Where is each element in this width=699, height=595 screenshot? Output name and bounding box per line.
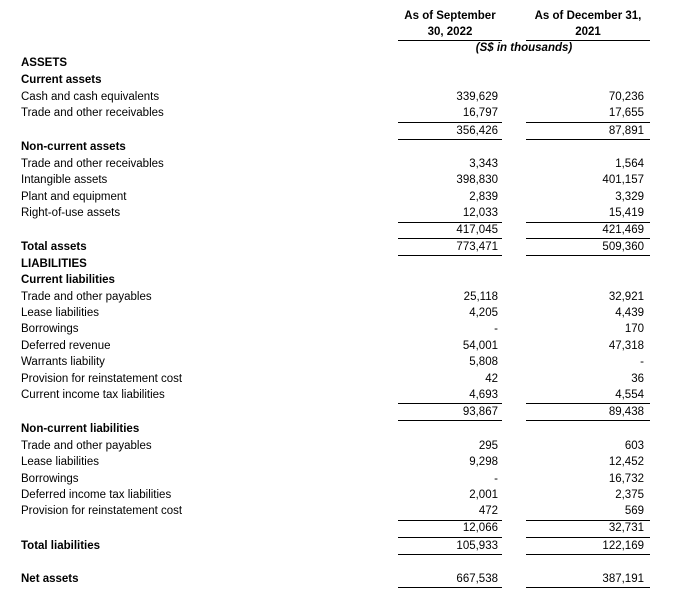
table-row: [0, 205, 699, 221]
column-header-line: 2021: [575, 26, 601, 38]
subsection-heading-current-liabilities: [0, 272, 699, 288]
value-2022: 16,797: [462, 107, 498, 119]
subtotal-row: [0, 222, 699, 238]
value-2021: 70,236: [608, 91, 644, 103]
subtotal-row: [0, 520, 699, 536]
value-2021: 87,891: [608, 125, 644, 137]
value-2021: 569: [624, 505, 644, 517]
row-label: Total liabilities: [21, 540, 101, 552]
value-2022: 356,426: [456, 125, 498, 137]
row-label: Trade and other receivables: [21, 158, 164, 170]
row-label: Deferred income tax liabilities: [21, 489, 172, 501]
table-row: [0, 371, 699, 387]
value-2022: 54,001: [462, 340, 498, 352]
row-label: Lease liabilities: [21, 307, 99, 319]
row-label: Current income tax liabilities: [21, 389, 165, 401]
row-label: Right-of-use assets: [21, 207, 121, 219]
row-label: Intangible assets: [21, 174, 108, 186]
row-label: Borrowings: [21, 473, 79, 485]
value-2022: 4,205: [469, 307, 498, 319]
row-label: Lease liabilities: [21, 456, 99, 468]
table-row: [0, 105, 699, 121]
column-header-line: As of September: [404, 10, 496, 22]
row-label: Borrowings: [21, 323, 79, 335]
value-2021: 32,731: [608, 522, 644, 534]
table-row: [0, 487, 699, 503]
table-row: [0, 471, 699, 487]
row-label: ASSETS: [21, 57, 68, 69]
total-liabilities-row: [0, 538, 699, 554]
value-2022: 472: [478, 505, 498, 517]
table-row: [0, 503, 699, 519]
table-row: [0, 338, 699, 354]
value-2021: 387,191: [602, 573, 644, 585]
value-2021: 2,375: [615, 489, 644, 501]
value-2021: 1,564: [615, 158, 644, 170]
value-2021: 16,732: [608, 473, 644, 485]
value-2021: 89,438: [608, 406, 644, 418]
table-row: [0, 172, 699, 188]
table-row: [0, 89, 699, 105]
value-2021: 509,360: [602, 241, 644, 253]
value-2021: 170: [624, 323, 644, 335]
value-2022: 12,033: [462, 207, 498, 219]
column-header-line: 30, 2022: [427, 26, 473, 38]
value-2022: 2,001: [469, 489, 498, 501]
value-2021: 32,921: [608, 291, 644, 303]
value-2022: 4,693: [469, 389, 498, 401]
row-label: Warrants liability: [21, 356, 105, 368]
value-2021: -: [640, 356, 644, 368]
column-header-sep-2022: [398, 8, 502, 40]
value-2022: 398,830: [456, 174, 498, 186]
value-2021: 15,419: [608, 207, 644, 219]
value-2022: 3,343: [469, 158, 498, 170]
row-label: Provision for reinstatement cost: [21, 373, 183, 385]
value-2021: 36: [631, 373, 644, 385]
value-2022: 417,045: [456, 224, 498, 236]
row-label: Trade and other receivables: [21, 107, 164, 119]
row-label: Current liabilities: [21, 274, 115, 286]
value-2022: 773,471: [456, 241, 498, 253]
value-2022: 5,808: [469, 356, 498, 368]
subtotal-row: [0, 404, 699, 420]
value-2021: 17,655: [608, 107, 644, 119]
subsection-heading-non-current-liabilities: [0, 421, 699, 437]
section-heading-liabilities: [0, 256, 699, 272]
row-label: Deferred revenue: [21, 340, 111, 352]
row-label: LIABILITIES: [21, 258, 87, 270]
value-2022: 105,933: [456, 540, 498, 552]
value-2022: 295: [478, 440, 498, 452]
subtotal-row: [0, 123, 699, 139]
value-2021: 4,554: [615, 389, 644, 401]
table-row: [0, 387, 699, 403]
row-label: Plant and equipment: [21, 191, 127, 203]
total-rule: [398, 587, 502, 588]
section-heading-assets: [0, 55, 699, 71]
value-2022: 339,629: [456, 91, 498, 103]
row-label: Non-current liabilities: [21, 423, 140, 435]
value-2021: 421,469: [602, 224, 644, 236]
value-2022: 9,298: [469, 456, 498, 468]
value-2022: 25,118: [463, 291, 498, 303]
row-label: Cash and cash equivalents: [21, 91, 160, 103]
table-row: [0, 438, 699, 454]
value-2021: 401,157: [602, 174, 644, 186]
row-label: Current assets: [21, 74, 102, 86]
subsection-heading-current-assets: [0, 72, 699, 88]
column-header-dec-2021: [526, 8, 650, 40]
value-2021: 3,329: [615, 191, 644, 203]
total-assets-row: [0, 239, 699, 255]
net-assets-row: [0, 571, 699, 587]
value-2022: 667,538: [456, 573, 498, 585]
row-label: Net assets: [21, 573, 79, 585]
row-label: Trade and other payables: [21, 440, 152, 452]
table-row: [0, 454, 699, 470]
table-row: [0, 321, 699, 337]
units-caption: (S$ in thousands): [475, 42, 573, 54]
total-rule: [398, 554, 502, 555]
table-row: [0, 354, 699, 370]
value-2021: 12,452: [608, 456, 644, 468]
value-2021: 603: [624, 440, 644, 452]
value-2022: 93,867: [462, 406, 498, 418]
table-row: [0, 289, 699, 305]
value-2022: 2,839: [469, 191, 498, 203]
table-row: [0, 156, 699, 172]
row-label: Total assets: [21, 241, 87, 253]
value-2022: 42: [485, 373, 498, 385]
table-row: [0, 189, 699, 205]
total-rule: [526, 554, 650, 555]
table-row: [0, 305, 699, 321]
value-2022: -: [494, 323, 498, 335]
value-2022: 12,066: [462, 522, 498, 534]
row-label: Trade and other payables: [21, 291, 152, 303]
total-rule: [526, 587, 650, 588]
value-2021: 47,318: [608, 340, 644, 352]
subsection-heading-non-current-assets: [0, 139, 699, 155]
value-2021: 4,439: [615, 307, 644, 319]
value-2021: 122,169: [602, 540, 644, 552]
column-header-line: As of December 31,: [534, 10, 642, 22]
row-label: Provision for reinstatement cost: [21, 505, 183, 517]
row-label: Non-current assets: [21, 141, 126, 153]
value-2022: -: [494, 473, 498, 485]
